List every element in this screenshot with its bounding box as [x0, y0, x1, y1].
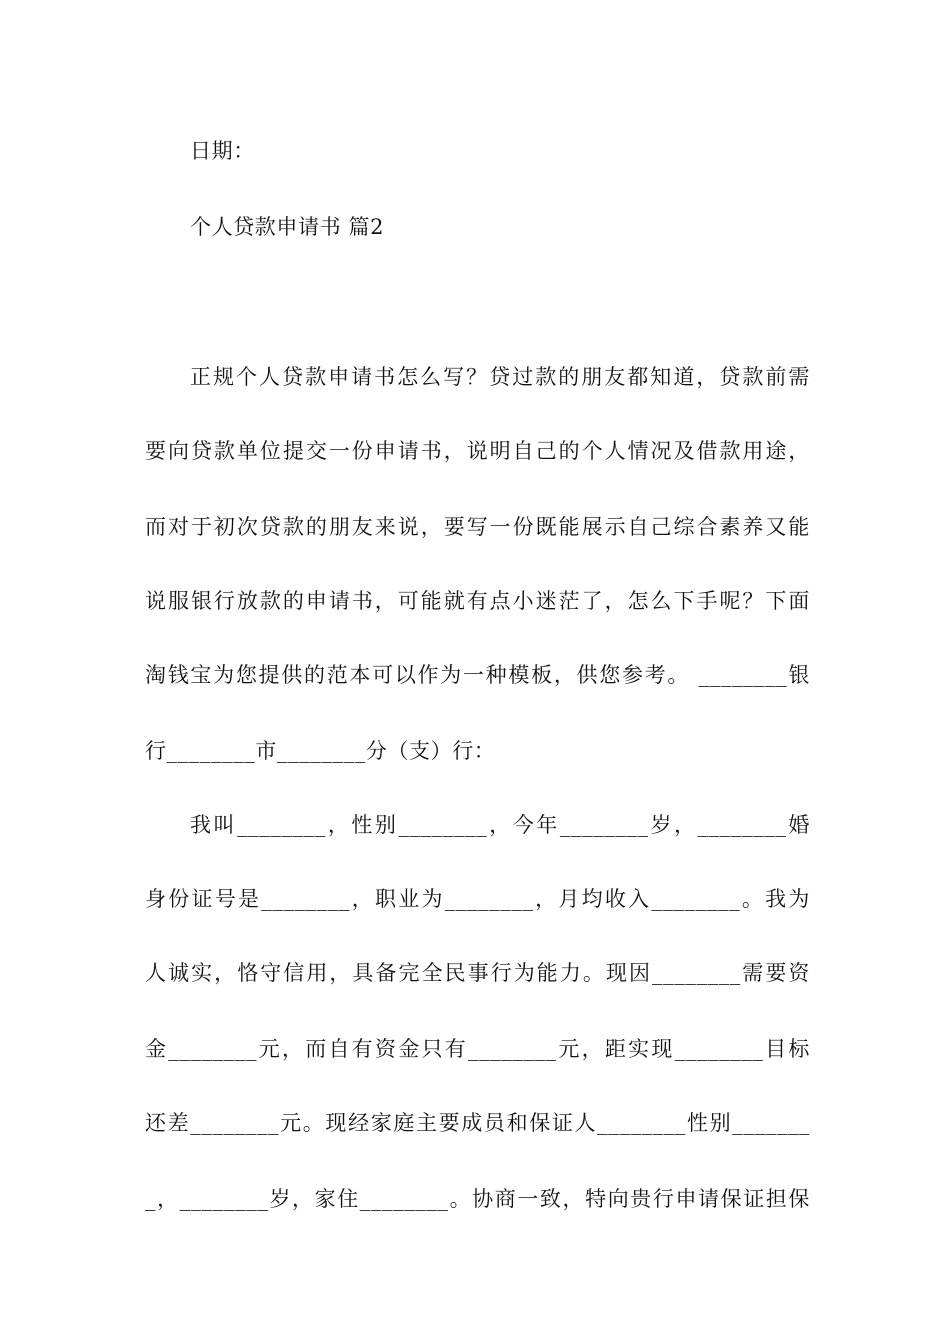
paragraph-line: 说服银行放款的申请书，可能就有点小迷茫了，怎么下手呢？下面 — [145, 589, 810, 613]
paragraph-line: 金________元，而自有资金只有________元，距实现________目标 — [145, 1037, 810, 1061]
paragraph-line: 而对于初次贷款的朋友来说，要写一份既能展示自己综合素养又能 — [145, 515, 810, 539]
paragraph-line: 淘钱宝为您提供的范本可以作为一种模板，供您参考。 ________银 — [145, 663, 810, 687]
paragraph-line: 身份证号是________，职业为________，月均收入________。我为 — [145, 887, 810, 911]
paragraph-line: 我叫________，性别________，今年________岁，________婚 — [190, 813, 810, 837]
paragraph-line: 正规个人贷款申请书怎么写？贷过款的朋友都知道，贷款前需 — [190, 365, 810, 389]
paragraph-line: _，________岁，家住________。协商一致，特向贵行申请保证担保 — [145, 1187, 810, 1211]
section-heading: 个人贷款申请书 篇2 — [190, 215, 385, 239]
paragraph-line: 人诚实，恪守信用，具备完全民事行为能力。现因________需要资 — [145, 961, 810, 985]
paragraph-line: 要向贷款单位提交一份申请书，说明自己的个人情况及借款用途， — [145, 439, 810, 463]
paragraph-line: 还差________元。现经家庭主要成员和保证人________性别_______ — [145, 1111, 810, 1135]
date-label: 日期： — [190, 139, 255, 163]
paragraph-line: 行________市________分（支）行： — [145, 739, 496, 763]
